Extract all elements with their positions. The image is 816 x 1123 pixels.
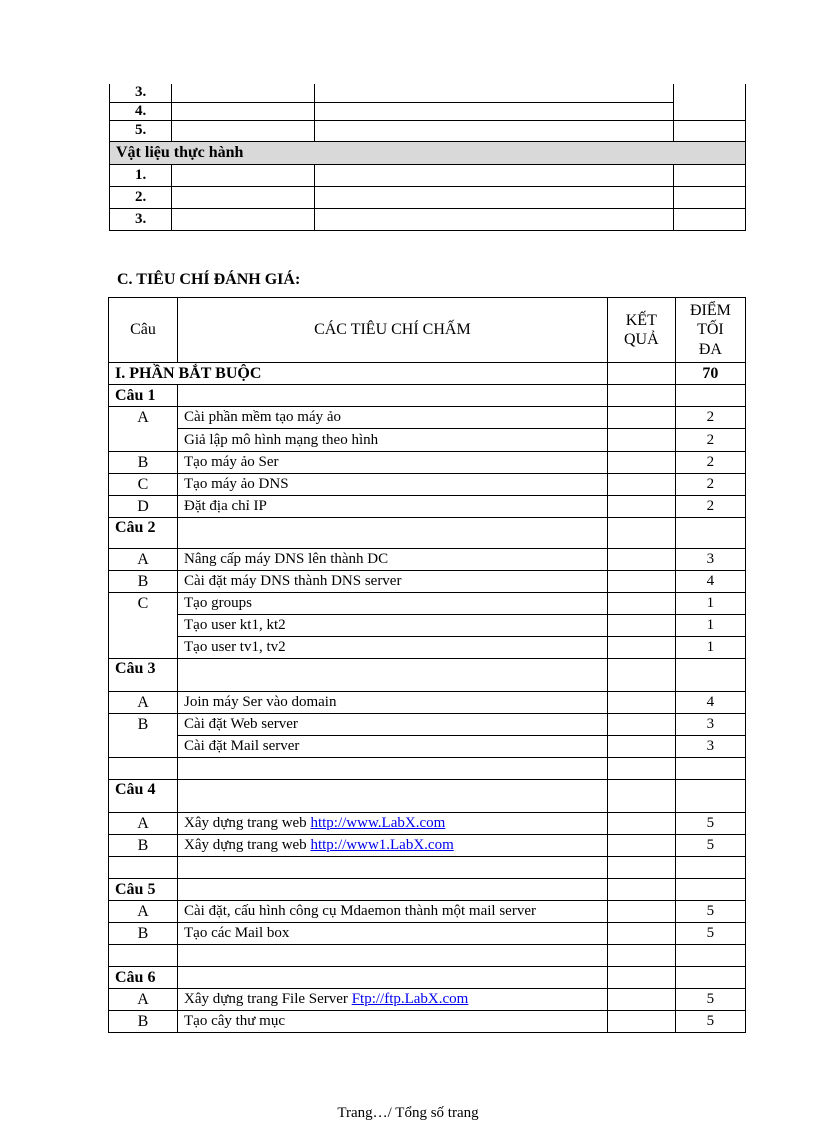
row-number: 5. — [110, 120, 172, 141]
item-label: A — [109, 549, 178, 571]
item-label — [109, 736, 178, 758]
points: 2 — [675, 474, 745, 496]
question-title: Câu 1 — [109, 385, 178, 407]
website-link[interactable]: http://www.LabX.com — [310, 815, 446, 831]
item-label: A — [109, 407, 178, 429]
item-label: B — [109, 923, 178, 945]
question-title: Câu 4 — [109, 780, 178, 813]
points: 2 — [675, 496, 745, 518]
part-title: I. PHẦN BẮT BUỘC — [109, 363, 608, 385]
item-label: B — [109, 1011, 178, 1033]
criterion-text: Tạo cây thư mục — [178, 1011, 608, 1033]
item-label: C — [109, 593, 178, 615]
header-criteria: CÁC TIÊU CHÍ CHẤM — [178, 298, 608, 363]
item-label: A — [109, 989, 178, 1011]
criterion-text: Tạo máy ảo Ser — [178, 452, 608, 474]
section-heading: C. TIÊU CHÍ ĐÁNH GIÁ: — [117, 271, 301, 288]
row-number: 4. — [110, 102, 172, 120]
criterion-text: Tạo user tv1, tv2 — [178, 637, 608, 659]
points: 5 — [675, 813, 745, 835]
criterion-text: Tạo các Mail box — [178, 923, 608, 945]
row-number: 3. — [110, 84, 172, 102]
criterion-text: Xây dựng trang File Server Ftp://ftp.LabX.com — [178, 989, 608, 1011]
item-label: B — [109, 835, 178, 857]
points: 1 — [675, 637, 745, 659]
item-label: A — [109, 692, 178, 714]
criterion-text: Tạo máy ảo DNS — [178, 474, 608, 496]
page-footer: Trang…/ Tổng số trang — [337, 1105, 479, 1121]
points: 2 — [675, 407, 745, 429]
website-link[interactable]: http://www1.LabX.com — [310, 837, 454, 853]
item-label: B — [109, 571, 178, 593]
points: 5 — [675, 1011, 745, 1033]
criterion-text: Nâng cấp máy DNS lên thành DC — [178, 549, 608, 571]
part-total: 70 — [675, 363, 745, 385]
criterion-text: Xây dựng trang web http://www.LabX.com — [178, 813, 608, 835]
points: 3 — [675, 736, 745, 758]
points: 3 — [675, 549, 745, 571]
criterion-text: Giả lập mô hình mạng theo hình — [178, 429, 608, 452]
question-title: Câu 6 — [109, 967, 178, 989]
criterion-text: Xây dựng trang web http://www1.LabX.com — [178, 835, 608, 857]
question-title: Câu 3 — [109, 659, 178, 692]
criterion-text: Cài đặt Web server — [178, 714, 608, 736]
header-result: KẾT QUẢ — [607, 298, 675, 363]
points: 5 — [675, 901, 745, 923]
item-label: B — [109, 714, 178, 736]
item-label — [109, 615, 178, 637]
points: 5 — [675, 835, 745, 857]
item-label — [109, 637, 178, 659]
row-number: 1. — [110, 164, 172, 186]
points: 2 — [675, 452, 745, 474]
criterion-text: Cài phần mềm tạo máy ảo — [178, 407, 608, 429]
criterion-text: Cài đặt, cấu hình công cụ Mdaemon thành một mail server — [178, 901, 608, 923]
ftp-link[interactable]: Ftp://ftp.LabX.com — [351, 991, 469, 1007]
points: 1 — [675, 615, 745, 637]
row-number: 2. — [110, 186, 172, 208]
criterion-text: Tạo user kt1, kt2 — [178, 615, 608, 637]
row-number: 3. — [110, 208, 172, 230]
criterion-text: Đặt địa chỉ IP — [178, 496, 608, 518]
criterion-text: Join máy Ser vào domain — [178, 692, 608, 714]
criteria-table — [108, 297, 746, 1033]
item-label: A — [109, 813, 178, 835]
item-label: D — [109, 496, 178, 518]
criterion-text: Tạo groups — [178, 593, 608, 615]
points: 5 — [675, 989, 745, 1011]
points: 3 — [675, 714, 745, 736]
question-title: Câu 5 — [109, 879, 178, 901]
materials-table — [109, 84, 746, 231]
header-max-points: ĐIỂM TỐI ĐA — [675, 298, 745, 363]
section-title: Vật liệu thực hành — [110, 141, 746, 164]
item-label — [109, 429, 178, 452]
item-label: B — [109, 452, 178, 474]
item-label: C — [109, 474, 178, 496]
item-label: A — [109, 901, 178, 923]
header-cau: Câu — [109, 298, 178, 363]
criterion-text: Cài đặt máy DNS thành DNS server — [178, 571, 608, 593]
criterion-text: Cài đặt Mail server — [178, 736, 608, 758]
points: 2 — [675, 429, 745, 452]
points: 4 — [675, 571, 745, 593]
points: 1 — [675, 593, 745, 615]
points: 4 — [675, 692, 745, 714]
points: 5 — [675, 923, 745, 945]
question-title: Câu 2 — [109, 518, 178, 549]
